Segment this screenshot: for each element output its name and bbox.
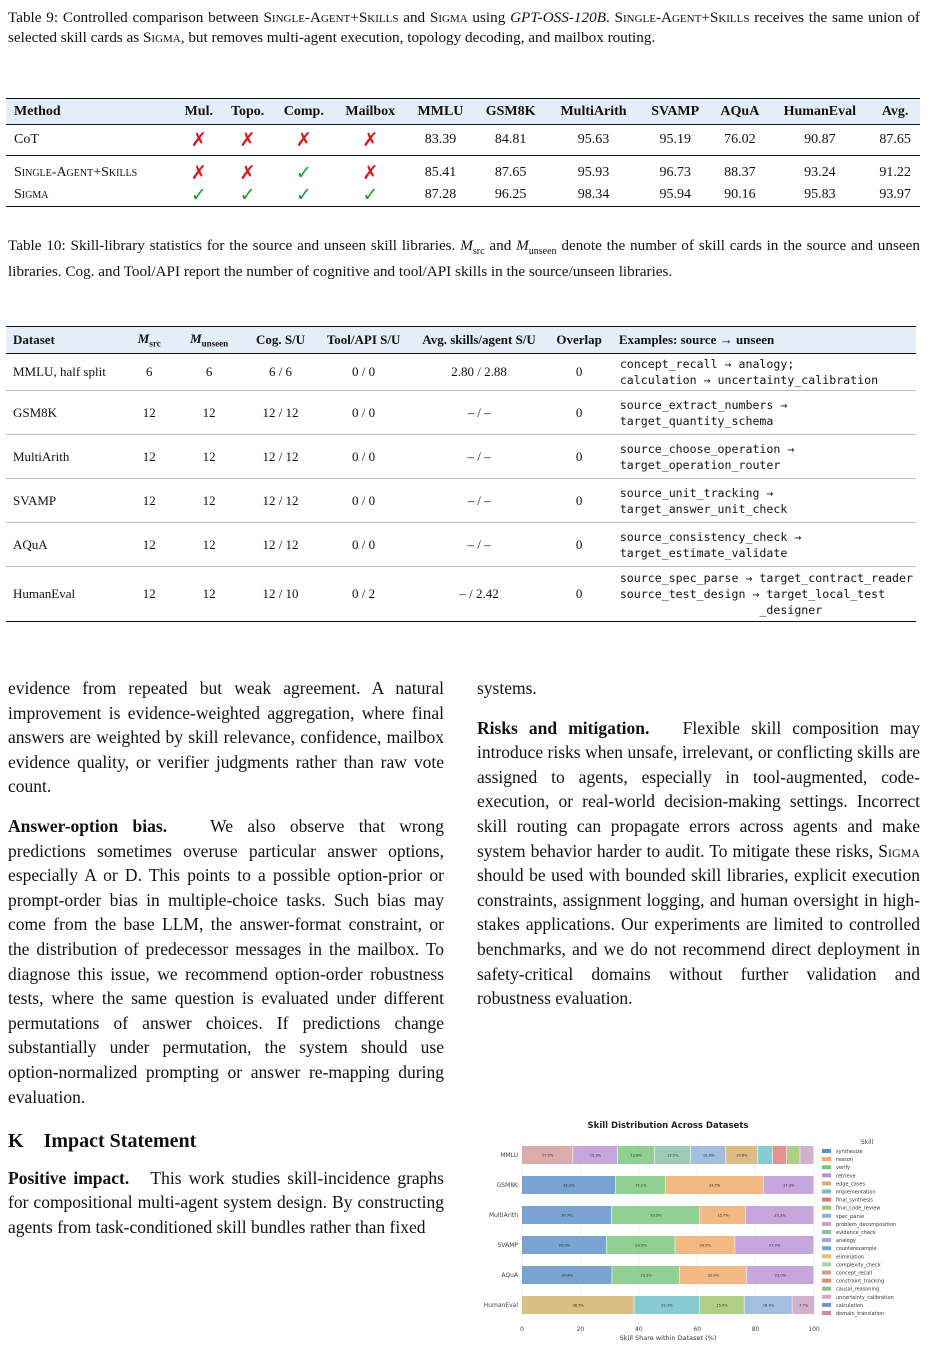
legend-entry: complexity_check [836, 1262, 881, 1269]
cross-icon: ✗ [239, 129, 256, 151]
example-line: _designer [619, 603, 823, 617]
paragraph-risks: Risks and mitigation. Flexible skill composition may introduce risks when unsafe, irrelevant, or conflicting skills are assigned to agents, especially in tool-augmented, code-execution, or real-world decision-making settings. Incorrect skill routing can propagate errors across agents and make system behavior harder to audit. To mitigate these risks, Sigma should be used with bounded skill libraries, explicit execution constraints, assignment logging, and human oversight in high-stakes applications. Our experiments are limited to controlled benchmarks, and we do not recommend direct deployment in safety-critical domains without further validation and robustness evaluation. [477, 717, 921, 1009]
legend-entry: analogy [836, 1238, 856, 1245]
t10-cell-avg: – / – [412, 479, 547, 523]
x-tick-label: 0 [520, 1326, 524, 1333]
legend-entry: domain_translation [836, 1311, 885, 1317]
t10-header-munseen: $M_{unseen}$ [173, 327, 246, 354]
legend-swatch [822, 1214, 831, 1218]
legend-entry: final_code_review [836, 1205, 881, 1212]
t9-score: 84.81 [474, 125, 547, 156]
t9-header-11: Avg. [870, 99, 920, 125]
example-line: target_operation_router [619, 457, 781, 472]
t10-header-avg: Avg. skills/agent S/U [412, 327, 547, 354]
t10-cell-tool: 0 / 0 [316, 479, 412, 523]
category-label: MultiArith [488, 1212, 518, 1219]
t9-score: 91.22 [879, 165, 911, 180]
example-line: source_extract_numbers → [619, 397, 788, 412]
legend-swatch [822, 1181, 831, 1185]
category-label: AQuA [501, 1272, 518, 1279]
legend-title: Skill [860, 1139, 874, 1146]
t9-score: 95.83 [769, 184, 870, 207]
legend-swatch [822, 1165, 831, 1169]
segment-label: 17.3% [783, 1183, 795, 1188]
segment-label: 15.7% [717, 1213, 729, 1218]
t10-cell-cog: 6 / 6 [245, 354, 315, 391]
category-label: SVAMP [497, 1242, 518, 1249]
check-icon: ✓ [295, 162, 312, 184]
table-row [6, 184, 920, 207]
segment-label: 15.4% [716, 1303, 728, 1308]
t9-header-7: MultiArith [547, 99, 640, 125]
t10-header-overlap: Overlap [546, 327, 611, 354]
table-row [6, 354, 916, 391]
t10-cell-msrc: 12 [126, 523, 173, 567]
t10-header-tool: Tool/API S/U [316, 327, 412, 354]
t9-score: 90.87 [769, 125, 870, 156]
category-label: GSM8K [496, 1182, 518, 1189]
cross-icon: ✗ [190, 129, 207, 151]
legend-entry: causal_reasoning [836, 1286, 880, 1293]
t10-cell-examples [612, 567, 916, 622]
t10-cell-cog: 12 / 12 [245, 523, 315, 567]
legend-swatch [822, 1198, 831, 1202]
x-tick-label: 20 [576, 1326, 585, 1333]
legend-entry: edge_cases [836, 1181, 866, 1188]
t10-cell-munseen: 6 [173, 354, 246, 391]
x-axis-label: Skill Share within Dataset (%) [619, 1334, 717, 1342]
t9-header-4: Mailbox [334, 99, 407, 125]
cross-icon: ✗ [362, 129, 379, 151]
segment-label: 30.9% [561, 1273, 573, 1278]
t9-cell-mul [176, 125, 222, 156]
table-row [6, 567, 916, 622]
t9-method: Single-Agent+Skills [14, 165, 138, 180]
example-line: concept_recall → analogy; [619, 357, 795, 371]
table-row [6, 435, 916, 479]
t10-cell-munseen: 12 [173, 479, 246, 523]
segment-label: 29.0% [558, 1243, 571, 1248]
t10-header-msrc: $M_{src}$ [126, 327, 173, 354]
segment-label: 15.3% [589, 1153, 602, 1158]
t10-cell-dataset: HumanEval [6, 567, 126, 622]
t9-score: 83.39 [407, 125, 475, 156]
x-tick-label: 100 [808, 1326, 820, 1333]
t9-header-2: Topo. [222, 99, 274, 125]
paragraph-answer-option-bias: Answer-option bias. We also observe that wrong predictions sometimes overuse particular answer options, especially A or D. This points to a possible option-prior or prompt-order bias in multiple-choice tasks. Such bias may come from the base LLM, the answer-format constraint, or the distribution of predecessor messages in the mailbox. To diagnose this issue, we recommend option-order robustness tests, where the same question is evaluated under different permutations of answer choices. If predictions change substantially under permutation, the system should use option-normalized prompting or answer re-mapping during evaluation. [8, 815, 445, 1107]
t9-score: 87.28 [407, 184, 475, 207]
t9-cell-mul [176, 156, 222, 185]
t9-score: 88.37 [724, 165, 756, 180]
t9-method: CoT [6, 125, 176, 156]
x-tick-label: 60 [693, 1326, 702, 1333]
segment-label: 23.2% [640, 1273, 652, 1278]
t10-cell-munseen: 12 [173, 391, 246, 435]
t9-score: 96.25 [474, 184, 547, 207]
legend-entry: evidence_check [836, 1230, 876, 1236]
table10-caption: Table 10: Skill-library statistics for the source and unseen skill libraries. $M_{src}$ and $M_{unseen}$ denote the number of skill cards in the source and unseen libraries. Cog. and Tool/API report the number of cognitive and tool/API skills in the source/unseen libraries. [8, 237, 920, 281]
bar-segment [787, 1146, 800, 1164]
check-icon: ✓ [190, 184, 207, 206]
t10-header-dataset: Dataset [6, 327, 126, 354]
segment-label: 27.0% [768, 1243, 781, 1248]
t9-header-1: Mul. [176, 99, 222, 125]
t10-cell-overlap: 0 [546, 354, 611, 391]
example-line: source_spec_parse → target_contract_reader [619, 571, 913, 585]
segment-label: 10.8% [736, 1153, 748, 1158]
example-line: source_consistency_check → [619, 529, 802, 544]
t10-cell-tool: 0 / 0 [316, 354, 412, 391]
t10-cell-munseen: 12 [173, 523, 246, 567]
t9-score: 98.34 [547, 184, 640, 207]
t9-cell-comp [274, 125, 334, 156]
legend-swatch [822, 1254, 831, 1258]
t10-cell-msrc: 12 [126, 391, 173, 435]
t9-cell-mailbox [334, 156, 407, 185]
legend-entry: uncertainty_calibration [836, 1294, 894, 1301]
t10-cell-overlap: 0 [546, 567, 611, 622]
example-line: calculation → uncertainty_calibration [619, 373, 879, 387]
t10-cell-overlap: 0 [546, 479, 611, 523]
t9-score: 87.65 [870, 125, 920, 156]
category-label: HumanEval [483, 1302, 518, 1309]
check-icon: ✓ [362, 184, 379, 206]
t9-score: 95.63 [547, 125, 640, 156]
table-row [6, 391, 916, 435]
example-line: source_test_design → target_local_test [619, 587, 886, 601]
t10-cell-msrc: 12 [126, 567, 173, 622]
segment-label: 20.5% [699, 1243, 711, 1248]
t9-cell-comp [274, 184, 334, 207]
legend-swatch [822, 1157, 831, 1161]
section-heading-impact: K Impact Statement [8, 1130, 197, 1153]
segment-label: 12.0% [702, 1153, 715, 1158]
legend-swatch [822, 1190, 831, 1194]
legend-swatch [822, 1271, 831, 1275]
t9-header-5: MMLU [407, 99, 475, 125]
segment-label: 33.5% [708, 1183, 721, 1188]
t10-cell-cog: 12 / 10 [245, 567, 315, 622]
t10-cell-tool: 0 / 0 [316, 523, 412, 567]
table10 [6, 326, 916, 622]
t10-cell-munseen: 12 [173, 435, 246, 479]
t10-cell-examples [612, 435, 916, 479]
legend-swatch [822, 1246, 831, 1250]
table-row [6, 125, 920, 156]
check-icon: ✓ [295, 184, 312, 206]
legend-entry: problem_decomposition [836, 1221, 896, 1228]
right-column [477, 676, 920, 1011]
segment-label: 16.4% [762, 1303, 775, 1308]
skill-distribution-chart [472, 1116, 920, 1348]
t9-cell-mailbox [334, 184, 407, 207]
segment-label: 12.6% [630, 1153, 642, 1158]
t9-score: 95.94 [640, 184, 710, 207]
cross-icon: ✗ [190, 162, 207, 184]
check-icon: ✓ [239, 184, 256, 206]
legend-entry: concept_recall [836, 1270, 873, 1277]
segment-label: 17.1% [634, 1183, 647, 1188]
example-line: target_answer_unit_check [619, 501, 788, 516]
bar-segment [773, 1146, 786, 1164]
legend-entry: calculation [836, 1302, 864, 1309]
cross-icon: ✗ [362, 162, 379, 184]
t10-cell-dataset: AQuA [6, 523, 126, 567]
t10-cell-avg: 2.80 / 2.88 [412, 354, 547, 391]
left-column [8, 676, 444, 1239]
t10-cell-examples [612, 479, 916, 523]
t10-cell-overlap: 0 [546, 391, 611, 435]
table-row [6, 479, 916, 523]
t9-method: Sigma [6, 184, 176, 207]
legend-swatch [822, 1287, 831, 1291]
t9-cell-topo [222, 184, 274, 207]
t9-score: 93.24 [804, 165, 836, 180]
t9-header-9: AQuA [710, 99, 769, 125]
t9-cell-topo [222, 125, 274, 156]
segment-label: 23.5% [635, 1243, 647, 1248]
legend-swatch [822, 1206, 831, 1210]
example-line: source_unit_tracking → [619, 485, 774, 500]
t9-score: 85.41 [424, 165, 457, 180]
segment-label: 17.5% [541, 1153, 554, 1158]
t10-cell-cog: 12 / 12 [245, 435, 315, 479]
t9-header-10: HumanEval [769, 99, 870, 125]
t10-cell-tool: 0 / 2 [316, 567, 412, 622]
t10-cell-avg: – / 2.42 [412, 567, 547, 622]
t10-cell-dataset: GSM8K [6, 391, 126, 435]
t10-cell-avg: – / – [412, 435, 547, 479]
paragraph-positive-impact: Positive impact. This work studies skill-incidence graphs for compositional multi-agent system design. By constructing agents from task-conditioned skill bundles rather than fixed [8, 1167, 444, 1237]
legend-swatch [822, 1279, 831, 1283]
t10-cell-munseen: 12 [173, 567, 246, 622]
category-label: MMLU [500, 1152, 518, 1159]
legend-entry: final_synthesis [836, 1197, 873, 1204]
segment-label: 12.5% [667, 1153, 679, 1158]
t9-score: 90.16 [710, 184, 769, 207]
legend-entry: counterexample [836, 1246, 877, 1253]
legend-entry: constraint_tracking [836, 1278, 885, 1285]
legend-swatch [822, 1262, 831, 1266]
legend-swatch [822, 1173, 831, 1177]
t10-header-cog: Cog. S/U [245, 327, 315, 354]
legend-swatch [822, 1230, 831, 1234]
t9-score: 76.02 [710, 125, 769, 156]
t10-cell-dataset: MultiArith [6, 435, 126, 479]
x-tick-label: 80 [751, 1326, 760, 1333]
t10-header-examples: Examples: source → unseen [612, 327, 916, 354]
table9 [6, 98, 920, 207]
segment-label: 22.9% [707, 1273, 720, 1278]
table-row [6, 523, 916, 567]
t10-cell-tool: 0 / 0 [316, 391, 412, 435]
t9-score: 87.65 [494, 165, 527, 180]
legend-entry: retrieve [836, 1173, 856, 1180]
legend-entry: elimination [836, 1254, 864, 1261]
bar-segment [758, 1146, 773, 1164]
t9-cell-mailbox [334, 125, 407, 156]
legend-entry: spec_parse [836, 1213, 865, 1220]
legend-swatch [822, 1295, 831, 1299]
segment-label: 32.1% [563, 1183, 575, 1188]
t10-cell-examples [612, 391, 916, 435]
t9-score: 95.19 [640, 125, 710, 156]
t10-cell-cog: 12 / 12 [245, 391, 315, 435]
t9-score: 95.93 [577, 165, 610, 180]
t9-cell-topo [222, 156, 274, 185]
t10-cell-overlap: 0 [546, 523, 611, 567]
legend-swatch [822, 1303, 831, 1307]
legend-entry: implementation [836, 1189, 876, 1196]
t10-cell-msrc: 12 [126, 435, 173, 479]
t9-cell-comp [274, 156, 334, 185]
t9-score: 96.73 [659, 165, 691, 180]
segment-label: 23.0% [774, 1273, 787, 1278]
bar-segment [800, 1146, 813, 1164]
segment-label: 22.3% [661, 1303, 673, 1308]
segment-label: 7.7% [799, 1303, 809, 1308]
table-row [6, 156, 920, 185]
segment-label: 38.5% [572, 1303, 584, 1308]
t9-header-6: GSM8K [474, 99, 547, 125]
t10-cell-examples [612, 354, 916, 391]
t10-cell-tool: 0 / 0 [316, 435, 412, 479]
example-line: target_quantity_schema [619, 413, 774, 428]
t10-cell-msrc: 12 [126, 479, 173, 523]
t10-cell-avg: – / – [412, 391, 547, 435]
chart-title: Skill Distribution Across Datasets [587, 1121, 749, 1131]
example-line: source_choose_operation → [619, 441, 795, 456]
skill-distribution-figure [472, 1116, 920, 1348]
legend-swatch [822, 1238, 831, 1242]
paragraph-systems: systems. [477, 678, 537, 698]
t9-cell-mul [176, 184, 222, 207]
legend-swatch [822, 1222, 831, 1226]
legend-entry: verify [836, 1165, 851, 1172]
t10-cell-cog: 12 / 12 [245, 479, 315, 523]
legend-swatch [822, 1149, 831, 1153]
legend-entry: reason [836, 1157, 853, 1164]
t9-header-0: Method [6, 99, 176, 125]
example-line: target_estimate_validate [619, 545, 788, 560]
legend-entry: synthesize [836, 1149, 863, 1155]
x-tick-label: 40 [634, 1326, 643, 1333]
segment-label: 30.7% [561, 1213, 573, 1218]
t9-header-8: SVAMP [640, 99, 710, 125]
t10-cell-avg: – / – [412, 523, 547, 567]
cross-icon: ✗ [239, 162, 256, 184]
t9-header-3: Comp. [274, 99, 334, 125]
segment-label: 23.3% [774, 1213, 786, 1218]
t9-score: 93.97 [870, 184, 920, 207]
cross-icon: ✗ [295, 129, 312, 151]
t10-cell-dataset: MMLU, half split [6, 354, 126, 391]
table9-caption: Table 9: Controlled comparison between Single-Agent+Skills and Sigma using GPT-OSS-120B. Single-Agent+Skills receives the same union of selected skill cards as Sigma, but removes multi-agent execution, topology decoding, and mailbox routing. [8, 9, 920, 46]
t10-cell-dataset: SVAMP [6, 479, 126, 523]
t10-cell-examples [612, 523, 916, 567]
segment-label: 30.3% [650, 1213, 662, 1218]
legend-swatch [822, 1311, 831, 1315]
paragraph-evidence: evidence from repeated but weak agreement. A natural improvement is evidence-weighted aggregation, where final answers are weighted by skill relevance, confidence, mailbox evidence quality, or verifier judgments rather than raw vote count. [8, 678, 444, 797]
t10-cell-msrc: 6 [126, 354, 173, 391]
t10-cell-overlap: 0 [546, 435, 611, 479]
